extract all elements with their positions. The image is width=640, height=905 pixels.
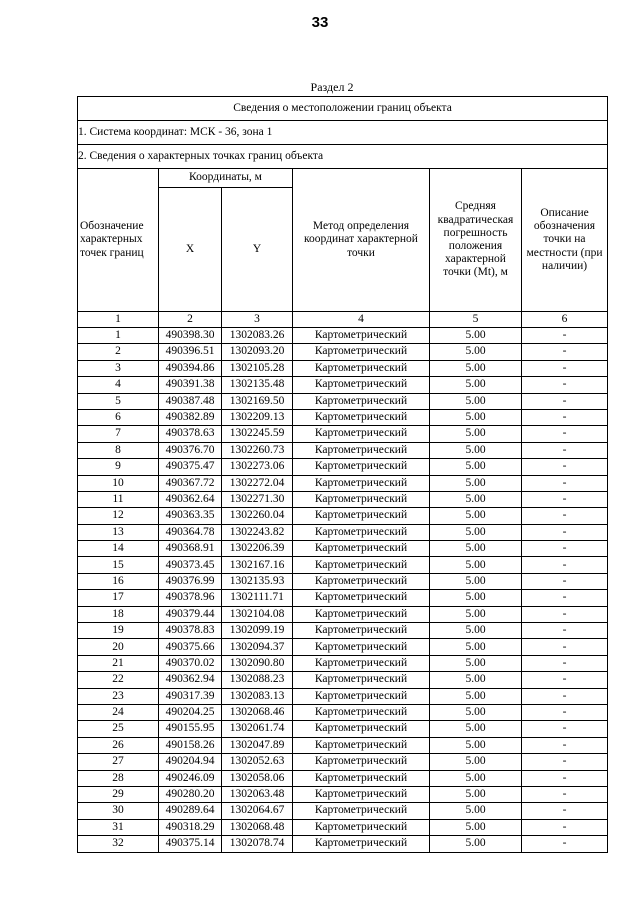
x-coordinate-cell: 490280.20 bbox=[159, 786, 222, 802]
accuracy-cell: 5.00 bbox=[430, 459, 522, 475]
point-number-cell: 13 bbox=[78, 524, 159, 540]
method-cell: Картометрический bbox=[293, 754, 430, 770]
description-cell: - bbox=[522, 344, 608, 360]
table-title: Сведения о местоположении границ объекта bbox=[78, 97, 608, 121]
point-number-cell: 29 bbox=[78, 786, 159, 802]
table-row bbox=[78, 508, 608, 524]
y-coordinate-cell: 1302099.19 bbox=[222, 623, 293, 639]
y-coordinate-cell: 1302135.48 bbox=[222, 377, 293, 393]
accuracy-cell: 5.00 bbox=[430, 803, 522, 819]
point-number-cell: 14 bbox=[78, 541, 159, 557]
method-cell: Картометрический bbox=[293, 623, 430, 639]
table-row bbox=[78, 590, 608, 606]
table-row bbox=[78, 491, 608, 507]
x-coordinate-cell: 490391.38 bbox=[159, 377, 222, 393]
accuracy-cell: 5.00 bbox=[430, 688, 522, 704]
x-coordinate-cell: 490379.44 bbox=[159, 606, 222, 622]
point-number-cell: 19 bbox=[78, 623, 159, 639]
description-cell: - bbox=[522, 442, 608, 458]
y-coordinate-cell: 1302052.63 bbox=[222, 754, 293, 770]
accuracy-cell: 5.00 bbox=[430, 541, 522, 557]
table-row bbox=[78, 786, 608, 802]
description-cell: - bbox=[522, 377, 608, 393]
description-cell: - bbox=[522, 573, 608, 589]
header-coordinates: Координаты, м bbox=[159, 169, 293, 188]
point-number-cell: 9 bbox=[78, 459, 159, 475]
description-cell: - bbox=[522, 541, 608, 557]
table-row bbox=[78, 377, 608, 393]
column-numbers-row bbox=[78, 312, 608, 328]
description-cell: - bbox=[522, 639, 608, 655]
accuracy-cell: 5.00 bbox=[430, 672, 522, 688]
header-accuracy: Средняя квадратическая погрешность положения характерной точки (Mt), м bbox=[430, 169, 522, 312]
point-number-cell: 6 bbox=[78, 409, 159, 425]
y-coordinate-cell: 1302061.74 bbox=[222, 721, 293, 737]
points-heading: 2. Сведения о характерных точках границ объекта bbox=[78, 145, 608, 169]
description-cell: - bbox=[522, 819, 608, 835]
table-row bbox=[78, 524, 608, 540]
accuracy-cell: 5.00 bbox=[430, 655, 522, 671]
method-cell: Картометрический bbox=[293, 360, 430, 376]
table-row bbox=[78, 737, 608, 753]
table-row bbox=[78, 836, 608, 852]
method-cell: Картометрический bbox=[293, 721, 430, 737]
description-cell: - bbox=[522, 754, 608, 770]
y-coordinate-cell: 1302271.30 bbox=[222, 491, 293, 507]
point-number-cell: 17 bbox=[78, 590, 159, 606]
x-coordinate-cell: 490378.63 bbox=[159, 426, 222, 442]
x-coordinate-cell: 490378.83 bbox=[159, 623, 222, 639]
point-number-cell: 1 bbox=[78, 328, 159, 344]
x-coordinate-cell: 490368.91 bbox=[159, 541, 222, 557]
table-row bbox=[78, 393, 608, 409]
accuracy-cell: 5.00 bbox=[430, 409, 522, 425]
accuracy-cell: 5.00 bbox=[430, 836, 522, 852]
y-coordinate-cell: 1302078.74 bbox=[222, 836, 293, 852]
table-row bbox=[78, 754, 608, 770]
table-row bbox=[78, 541, 608, 557]
table-row bbox=[78, 623, 608, 639]
method-cell: Картометрический bbox=[293, 344, 430, 360]
method-cell: Картометрический bbox=[293, 786, 430, 802]
x-coordinate-cell: 490155.95 bbox=[159, 721, 222, 737]
section-title: Раздел 2 bbox=[310, 80, 354, 94]
accuracy-cell: 5.00 bbox=[430, 344, 522, 360]
method-cell: Картометрический bbox=[293, 655, 430, 671]
x-coordinate-cell: 490289.64 bbox=[159, 803, 222, 819]
description-cell: - bbox=[522, 737, 608, 753]
column-number: 2 bbox=[159, 312, 222, 328]
accuracy-cell: 5.00 bbox=[430, 704, 522, 720]
table-row bbox=[78, 819, 608, 835]
x-coordinate-cell: 490204.94 bbox=[159, 754, 222, 770]
x-coordinate-cell: 490378.96 bbox=[159, 590, 222, 606]
point-number-cell: 25 bbox=[78, 721, 159, 737]
header-description: Описание обозначения точки на местности (при наличии) bbox=[522, 169, 608, 312]
page-number: 33 bbox=[311, 14, 329, 31]
x-coordinate-cell: 490398.30 bbox=[159, 328, 222, 344]
point-number-cell: 18 bbox=[78, 606, 159, 622]
table-row bbox=[78, 360, 608, 376]
point-number-cell: 32 bbox=[78, 836, 159, 852]
y-coordinate-cell: 1302104.08 bbox=[222, 606, 293, 622]
accuracy-cell: 5.00 bbox=[430, 754, 522, 770]
table-row bbox=[78, 573, 608, 589]
point-number-cell: 2 bbox=[78, 344, 159, 360]
description-cell: - bbox=[522, 409, 608, 425]
y-coordinate-cell: 1302209.13 bbox=[222, 409, 293, 425]
table-row bbox=[78, 344, 608, 360]
y-coordinate-cell: 1302206.39 bbox=[222, 541, 293, 557]
description-cell: - bbox=[522, 360, 608, 376]
point-number-cell: 12 bbox=[78, 508, 159, 524]
y-coordinate-cell: 1302094.37 bbox=[222, 639, 293, 655]
coordinate-system: 1. Система координат: МСК - 36, зона 1 bbox=[78, 121, 608, 145]
y-coordinate-cell: 1302245.59 bbox=[222, 426, 293, 442]
y-coordinate-cell: 1302167.16 bbox=[222, 557, 293, 573]
table-row bbox=[78, 672, 608, 688]
method-cell: Картометрический bbox=[293, 541, 430, 557]
method-cell: Картометрический bbox=[293, 836, 430, 852]
accuracy-cell: 5.00 bbox=[430, 786, 522, 802]
point-number-cell: 28 bbox=[78, 770, 159, 786]
description-cell: - bbox=[522, 491, 608, 507]
x-coordinate-cell: 490370.02 bbox=[159, 655, 222, 671]
table-row bbox=[78, 803, 608, 819]
accuracy-cell: 5.00 bbox=[430, 360, 522, 376]
description-cell: - bbox=[522, 770, 608, 786]
accuracy-cell: 5.00 bbox=[430, 737, 522, 753]
method-cell: Картометрический bbox=[293, 819, 430, 835]
column-number: 4 bbox=[293, 312, 430, 328]
description-cell: - bbox=[522, 524, 608, 540]
description-cell: - bbox=[522, 704, 608, 720]
header-point-designation: Обозначение характерных точек границ bbox=[78, 169, 159, 312]
point-number-cell: 7 bbox=[78, 426, 159, 442]
y-coordinate-cell: 1302111.71 bbox=[222, 590, 293, 606]
method-cell: Картометрический bbox=[293, 377, 430, 393]
point-number-cell: 23 bbox=[78, 688, 159, 704]
table-row bbox=[78, 328, 608, 344]
x-coordinate-cell: 490158.26 bbox=[159, 737, 222, 753]
method-cell: Картометрический bbox=[293, 459, 430, 475]
description-cell: - bbox=[522, 606, 608, 622]
point-number-cell: 16 bbox=[78, 573, 159, 589]
method-cell: Картометрический bbox=[293, 704, 430, 720]
x-coordinate-cell: 490363.35 bbox=[159, 508, 222, 524]
method-cell: Картометрический bbox=[293, 606, 430, 622]
method-cell: Картометрический bbox=[293, 737, 430, 753]
method-cell: Картометрический bbox=[293, 770, 430, 786]
point-number-cell: 4 bbox=[78, 377, 159, 393]
y-coordinate-cell: 1302058.06 bbox=[222, 770, 293, 786]
point-number-cell: 22 bbox=[78, 672, 159, 688]
accuracy-cell: 5.00 bbox=[430, 508, 522, 524]
method-cell: Картометрический bbox=[293, 442, 430, 458]
y-coordinate-cell: 1302063.48 bbox=[222, 786, 293, 802]
accuracy-cell: 5.00 bbox=[430, 491, 522, 507]
x-coordinate-cell: 490375.47 bbox=[159, 459, 222, 475]
method-cell: Картометрический bbox=[293, 573, 430, 589]
x-coordinate-cell: 490204.25 bbox=[159, 704, 222, 720]
method-cell: Картометрический bbox=[293, 557, 430, 573]
description-cell: - bbox=[522, 786, 608, 802]
column-number: 3 bbox=[222, 312, 293, 328]
accuracy-cell: 5.00 bbox=[430, 377, 522, 393]
y-coordinate-cell: 1302260.04 bbox=[222, 508, 293, 524]
accuracy-cell: 5.00 bbox=[430, 721, 522, 737]
point-number-cell: 30 bbox=[78, 803, 159, 819]
description-cell: - bbox=[522, 590, 608, 606]
description-cell: - bbox=[522, 688, 608, 704]
y-coordinate-cell: 1302090.80 bbox=[222, 655, 293, 671]
x-coordinate-cell: 490367.72 bbox=[159, 475, 222, 491]
accuracy-cell: 5.00 bbox=[430, 475, 522, 491]
y-coordinate-cell: 1302083.13 bbox=[222, 688, 293, 704]
accuracy-cell: 5.00 bbox=[430, 590, 522, 606]
method-cell: Картометрический bbox=[293, 590, 430, 606]
x-coordinate-cell: 490317.39 bbox=[159, 688, 222, 704]
point-number-cell: 11 bbox=[78, 491, 159, 507]
table-row bbox=[78, 655, 608, 671]
x-coordinate-cell: 490394.86 bbox=[159, 360, 222, 376]
y-coordinate-cell: 1302260.73 bbox=[222, 442, 293, 458]
method-cell: Картометрический bbox=[293, 639, 430, 655]
y-coordinate-cell: 1302068.46 bbox=[222, 704, 293, 720]
column-number: 1 bbox=[78, 312, 159, 328]
description-cell: - bbox=[522, 721, 608, 737]
y-coordinate-cell: 1302047.89 bbox=[222, 737, 293, 753]
points-heading-row bbox=[78, 145, 608, 169]
table-row bbox=[78, 770, 608, 786]
table-row bbox=[78, 475, 608, 491]
table-row bbox=[78, 557, 608, 573]
x-coordinate-cell: 490376.99 bbox=[159, 573, 222, 589]
description-cell: - bbox=[522, 655, 608, 671]
method-cell: Картометрический bbox=[293, 803, 430, 819]
point-number-cell: 27 bbox=[78, 754, 159, 770]
x-coordinate-cell: 490364.78 bbox=[159, 524, 222, 540]
y-coordinate-cell: 1302272.04 bbox=[222, 475, 293, 491]
y-coordinate-cell: 1302135.93 bbox=[222, 573, 293, 589]
x-coordinate-cell: 490376.70 bbox=[159, 442, 222, 458]
point-number-cell: 10 bbox=[78, 475, 159, 491]
accuracy-cell: 5.00 bbox=[430, 639, 522, 655]
accuracy-cell: 5.00 bbox=[430, 573, 522, 589]
description-cell: - bbox=[522, 426, 608, 442]
y-coordinate-cell: 1302083.26 bbox=[222, 328, 293, 344]
x-coordinate-cell: 490246.09 bbox=[159, 770, 222, 786]
header-x: X bbox=[159, 188, 222, 312]
description-cell: - bbox=[522, 672, 608, 688]
description-cell: - bbox=[522, 393, 608, 409]
point-number-cell: 26 bbox=[78, 737, 159, 753]
description-cell: - bbox=[522, 508, 608, 524]
x-coordinate-cell: 490396.51 bbox=[159, 344, 222, 360]
point-number-cell: 3 bbox=[78, 360, 159, 376]
table-row bbox=[78, 721, 608, 737]
x-coordinate-cell: 490382.89 bbox=[159, 409, 222, 425]
table-row bbox=[78, 704, 608, 720]
table-row bbox=[78, 442, 608, 458]
description-cell: - bbox=[522, 328, 608, 344]
header-y: Y bbox=[222, 188, 293, 312]
y-coordinate-cell: 1302088.23 bbox=[222, 672, 293, 688]
y-coordinate-cell: 1302068.48 bbox=[222, 819, 293, 835]
accuracy-cell: 5.00 bbox=[430, 557, 522, 573]
description-cell: - bbox=[522, 803, 608, 819]
column-number: 6 bbox=[522, 312, 608, 328]
header-row-1 bbox=[78, 169, 608, 188]
table-row bbox=[78, 426, 608, 442]
method-cell: Картометрический bbox=[293, 508, 430, 524]
accuracy-cell: 5.00 bbox=[430, 770, 522, 786]
y-coordinate-cell: 1302093.20 bbox=[222, 344, 293, 360]
point-number-cell: 20 bbox=[78, 639, 159, 655]
description-cell: - bbox=[522, 557, 608, 573]
x-coordinate-cell: 490362.64 bbox=[159, 491, 222, 507]
x-coordinate-cell: 490375.14 bbox=[159, 836, 222, 852]
method-cell: Картометрический bbox=[293, 393, 430, 409]
table-row bbox=[78, 688, 608, 704]
accuracy-cell: 5.00 bbox=[430, 426, 522, 442]
method-cell: Картометрический bbox=[293, 475, 430, 491]
description-cell: - bbox=[522, 836, 608, 852]
accuracy-cell: 5.00 bbox=[430, 606, 522, 622]
method-cell: Картометрический bbox=[293, 688, 430, 704]
boundary-points-table bbox=[77, 96, 608, 853]
y-coordinate-cell: 1302064.67 bbox=[222, 803, 293, 819]
accuracy-cell: 5.00 bbox=[430, 393, 522, 409]
y-coordinate-cell: 1302169.50 bbox=[222, 393, 293, 409]
method-cell: Картометрический bbox=[293, 672, 430, 688]
accuracy-cell: 5.00 bbox=[430, 524, 522, 540]
x-coordinate-cell: 490318.29 bbox=[159, 819, 222, 835]
y-coordinate-cell: 1302273.06 bbox=[222, 459, 293, 475]
table-row bbox=[78, 606, 608, 622]
table-row bbox=[78, 459, 608, 475]
coordinate-system-row bbox=[78, 121, 608, 145]
x-coordinate-cell: 490373.45 bbox=[159, 557, 222, 573]
point-number-cell: 8 bbox=[78, 442, 159, 458]
method-cell: Картометрический bbox=[293, 524, 430, 540]
accuracy-cell: 5.00 bbox=[430, 328, 522, 344]
point-number-cell: 5 bbox=[78, 393, 159, 409]
x-coordinate-cell: 490375.66 bbox=[159, 639, 222, 655]
method-cell: Картометрический bbox=[293, 426, 430, 442]
point-number-cell: 24 bbox=[78, 704, 159, 720]
x-coordinate-cell: 490362.94 bbox=[159, 672, 222, 688]
point-number-cell: 15 bbox=[78, 557, 159, 573]
accuracy-cell: 5.00 bbox=[430, 442, 522, 458]
y-coordinate-cell: 1302243.82 bbox=[222, 524, 293, 540]
method-cell: Картометрический bbox=[293, 491, 430, 507]
accuracy-cell: 5.00 bbox=[430, 623, 522, 639]
description-cell: - bbox=[522, 459, 608, 475]
header-method: Метод определения координат характерной точки bbox=[293, 169, 430, 312]
method-cell: Картометрический bbox=[293, 409, 430, 425]
x-coordinate-cell: 490387.48 bbox=[159, 393, 222, 409]
column-number: 5 bbox=[430, 312, 522, 328]
table-row bbox=[78, 409, 608, 425]
table-title-row bbox=[78, 97, 608, 121]
point-number-cell: 31 bbox=[78, 819, 159, 835]
y-coordinate-cell: 1302105.28 bbox=[222, 360, 293, 376]
method-cell: Картометрический bbox=[293, 328, 430, 344]
description-cell: - bbox=[522, 623, 608, 639]
accuracy-cell: 5.00 bbox=[430, 819, 522, 835]
point-number-cell: 21 bbox=[78, 655, 159, 671]
table-row bbox=[78, 639, 608, 655]
description-cell: - bbox=[522, 475, 608, 491]
